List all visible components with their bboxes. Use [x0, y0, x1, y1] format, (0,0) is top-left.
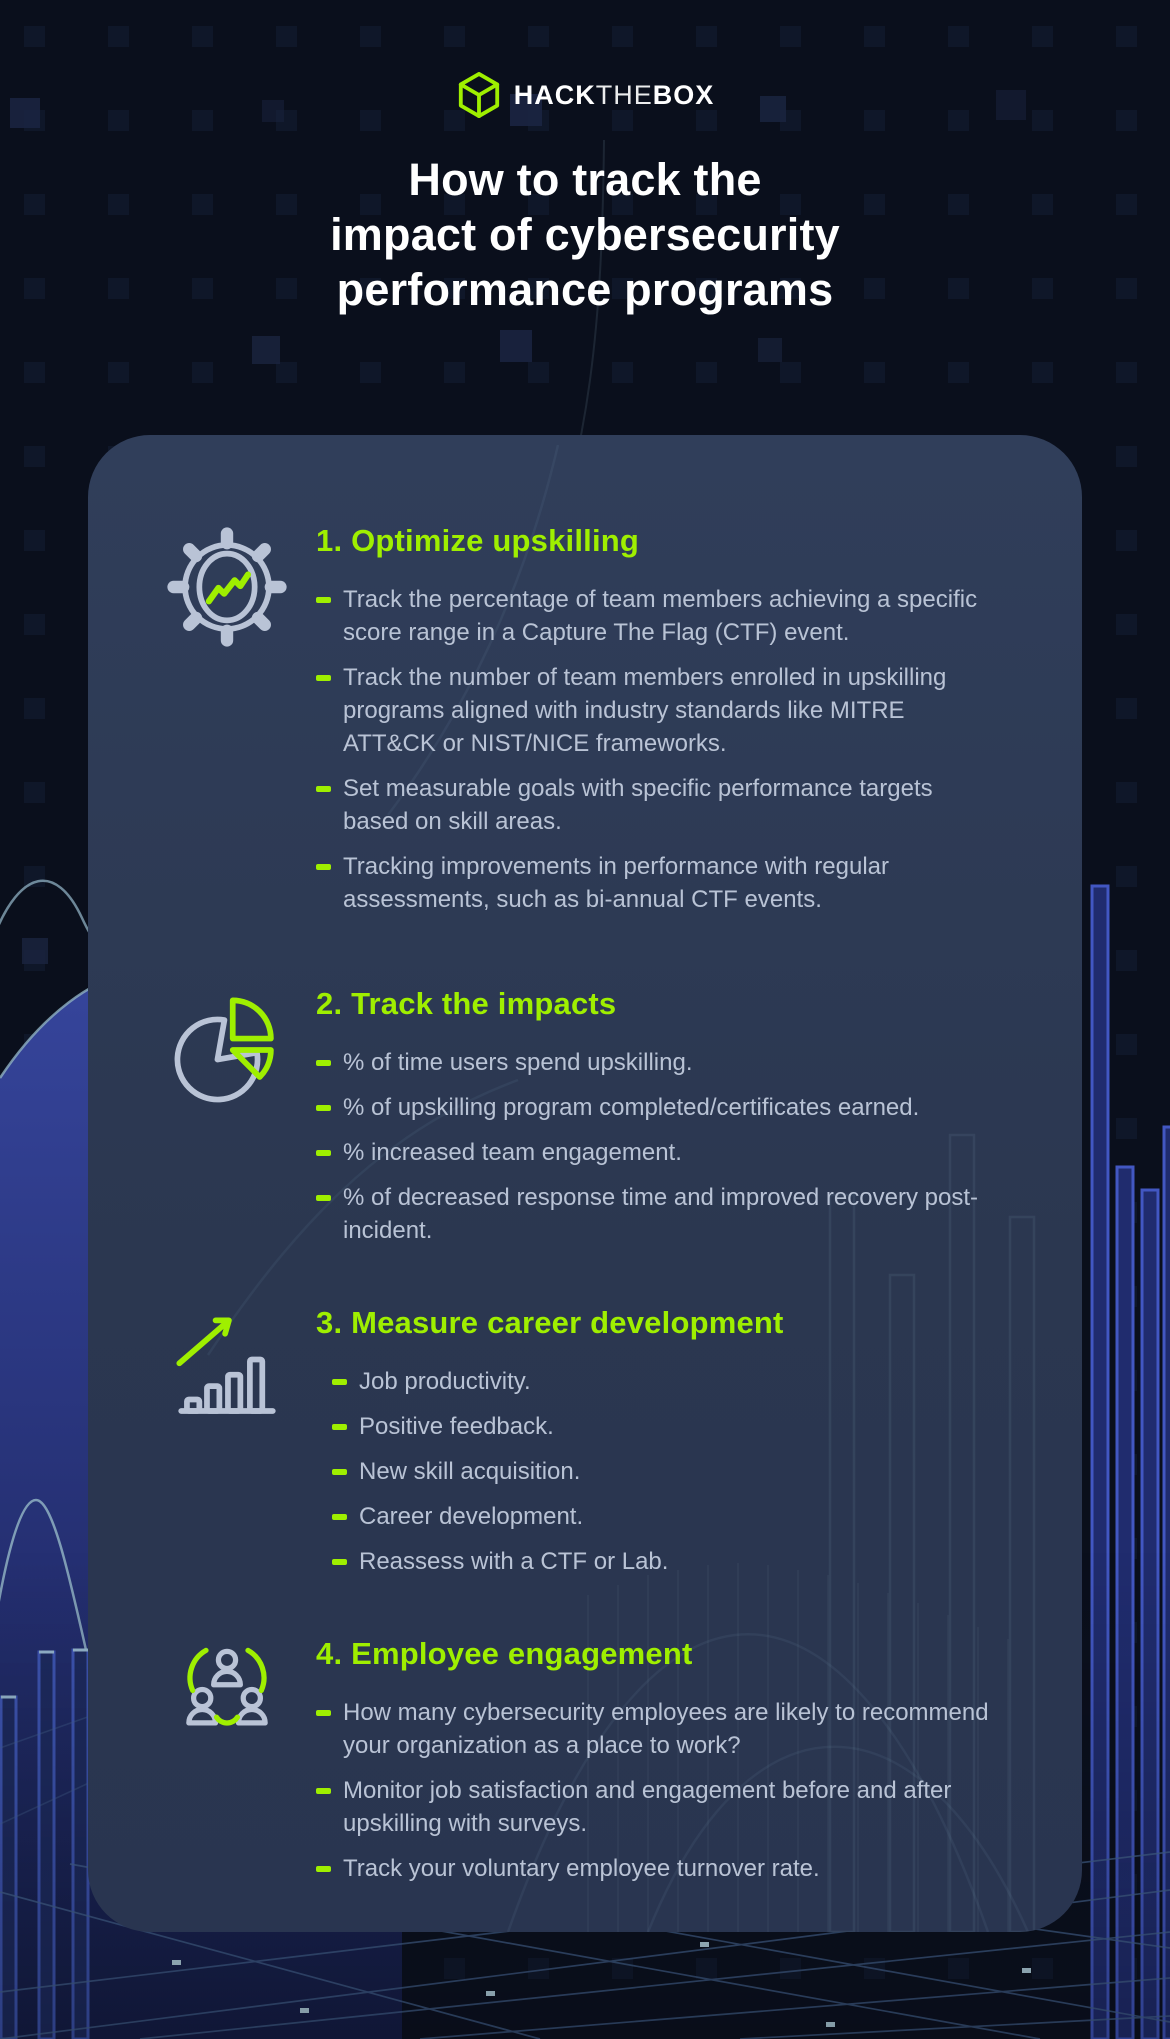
- bullet-item: [316, 1136, 1028, 1169]
- bullet-dash: [316, 597, 331, 603]
- section-2-icon-column: [138, 986, 316, 1112]
- section-4-bullets: [316, 1696, 1028, 1885]
- bullet-item: [316, 1774, 1028, 1840]
- logo-box: BOX: [652, 79, 715, 110]
- bullet-dash: [316, 1866, 331, 1872]
- bullet-dash: [316, 1195, 331, 1201]
- pie-chart-icon: [165, 988, 289, 1112]
- title-line-1: How to track the: [408, 154, 762, 205]
- section-2-content: [316, 986, 1028, 1259]
- bullet-text: Track the percentage of team members achieving a specific score range in a Capture The Flag (CTF) event.: [343, 586, 978, 646]
- bullet-item: [316, 1696, 1028, 1762]
- section-3-content: [316, 1305, 1028, 1590]
- bullet-text: % of upskilling program completed/certificates earned.: [343, 1094, 920, 1121]
- section-1-heading: 1. Optimize upskilling: [316, 523, 640, 558]
- bullet-item: [316, 1091, 1028, 1124]
- hackthebox-cube-icon: [456, 72, 502, 118]
- brand-logo: [0, 72, 1170, 118]
- bullet-text: Tracking improvements in performance with regular assessments, such as bi-annual CTF events.: [343, 853, 889, 913]
- bullet-dash: [316, 786, 331, 792]
- section-4-icon-column: [138, 1636, 316, 1762]
- logo-the: THE: [595, 79, 653, 110]
- bullet-dash: [316, 675, 331, 681]
- bullet-dash: [316, 1105, 331, 1111]
- bullet-item: [332, 1545, 1028, 1578]
- bullet-text: Set measurable goals with specific performance targets based on skill areas.: [343, 775, 933, 835]
- bullet-dash: [316, 1150, 331, 1156]
- gear-trend-icon: [165, 525, 289, 649]
- section-1-bullets: [316, 583, 1028, 916]
- bullet-item: [316, 850, 1028, 916]
- bullet-dash: [332, 1559, 347, 1565]
- bullet-text: New skill acquisition.: [359, 1458, 581, 1485]
- bullet-item: [332, 1365, 1028, 1398]
- bullet-dash: [316, 1710, 331, 1716]
- bullet-dash: [316, 1788, 331, 1794]
- section-track-impacts: [138, 986, 1028, 1259]
- logo-hack: HACK: [513, 79, 596, 110]
- section-employee-engagement: [138, 1636, 1028, 1897]
- bullet-text: Track the number of team members enrolled in upskilling programs aligned with industry standards like MITRE ATT&CK or NIST/NICE frameworks.: [343, 664, 947, 757]
- bullet-text: Track your voluntary employee turnover rate.: [343, 1855, 820, 1882]
- section-4-heading: 4. Employee engagement: [316, 1636, 693, 1671]
- section-measure-career-development: [138, 1305, 1028, 1590]
- bullet-text: How many cybersecurity employees are likely to recommend your organization as a place to work?: [343, 1699, 989, 1759]
- title-line-2: impact of cybersecurity: [330, 209, 840, 260]
- bullet-text: Reassess with a CTF or Lab.: [359, 1548, 669, 1575]
- page-title: [0, 152, 1170, 317]
- card-content: [88, 435, 1082, 1897]
- bullet-dash: [332, 1379, 347, 1385]
- bullet-dash: [332, 1514, 347, 1520]
- section-2-bullets: [316, 1046, 1028, 1247]
- section-2-heading: 2. Track the impacts: [316, 986, 617, 1021]
- bar-growth-icon: [165, 1307, 289, 1431]
- bullet-dash: [332, 1469, 347, 1475]
- bullet-text: Positive feedback.: [359, 1413, 554, 1440]
- bullet-item: [316, 583, 1028, 649]
- bullet-text: % increased team engagement.: [343, 1139, 682, 1166]
- bullet-item: [332, 1410, 1028, 1443]
- brand-wordmark: [514, 80, 715, 111]
- section-1-icon-column: [138, 523, 316, 649]
- bullet-item: [316, 1046, 1028, 1079]
- people-engagement-icon: [165, 1638, 289, 1762]
- bullet-text: Monitor job satisfaction and engagement before and after upskilling with surveys.: [343, 1777, 952, 1837]
- title-line-3: performance programs: [336, 264, 834, 315]
- bullet-dash: [316, 864, 331, 870]
- bullet-text: % of decreased response time and improved recovery post-incident.: [343, 1184, 978, 1244]
- section-4-content: [316, 1636, 1028, 1897]
- bullet-item: [316, 1181, 1028, 1247]
- section-3-bullets: [316, 1365, 1028, 1578]
- bullet-item: [316, 1852, 1028, 1885]
- bullet-item: [332, 1500, 1028, 1533]
- bullet-text: Job productivity.: [359, 1368, 531, 1395]
- section-1-content: [316, 523, 1028, 928]
- bullet-dash: [316, 1060, 331, 1066]
- header: [0, 0, 1170, 317]
- bullet-item: [332, 1455, 1028, 1488]
- section-optimize-upskilling: [138, 523, 1028, 928]
- section-3-heading: 3. Measure career development: [316, 1305, 784, 1340]
- bullet-text: Career development.: [359, 1503, 584, 1530]
- bullet-item: [316, 661, 1028, 760]
- content-card: [88, 435, 1082, 1932]
- section-3-icon-column: [138, 1305, 316, 1431]
- bullet-dash: [332, 1424, 347, 1430]
- bullet-item: [316, 772, 1028, 838]
- bullet-text: % of time users spend upskilling.: [343, 1049, 693, 1076]
